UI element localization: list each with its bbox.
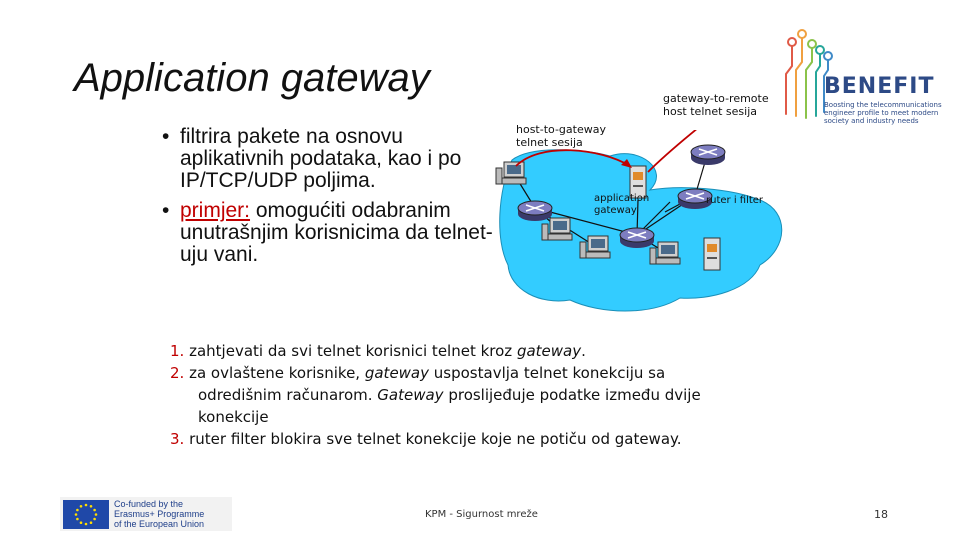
bullet-item xyxy=(160,126,505,192)
step-item: 1. zahtjevati da svi telnet korisnici telnet kroz gateway. xyxy=(170,342,586,360)
benefit-logo-wordmark: BENEFIT xyxy=(824,74,935,99)
network-diagram xyxy=(490,130,790,320)
bullet-item xyxy=(160,200,505,266)
label-application-gateway: application gateway xyxy=(594,193,650,216)
step-item: 2. za ovlaštene korisnike, gateway uspostavlja telnet konekciju sa xyxy=(170,364,666,382)
eu-flag-icon xyxy=(63,500,109,529)
bullet-text: omogućiti odabranim unutrašnjim korisnicima da telnet-uju vani. xyxy=(180,199,493,266)
page-number: 18 xyxy=(874,508,888,521)
step-number: 2. xyxy=(170,364,185,382)
label-router-filter: ruter i filter xyxy=(706,195,764,206)
step-item: 3. ruter filter blokira sve telnet konekcije koje ne potiču od gateway. xyxy=(170,430,682,448)
server-icon xyxy=(704,238,720,270)
benefit-logo-tagline: Boosting the telecommunications engineer profile to meet modern society and industry needs xyxy=(824,101,942,125)
bullet-dot: • xyxy=(162,125,170,148)
eu-cofunded-text: Co-funded by the Erasmus+ Programme of the European Union xyxy=(114,499,205,529)
steps-list xyxy=(170,340,770,450)
step-number: 1. xyxy=(170,342,185,360)
step-continuation: konekcije xyxy=(198,408,269,426)
bullet-dot: • xyxy=(162,199,170,222)
bullet-highlight: primjer: xyxy=(180,199,251,222)
step-continuation: odredišnim računarom. Gateway proslijeđuje podatke između dvije xyxy=(198,386,701,404)
host-pc-icon xyxy=(496,162,526,184)
step-number: 3. xyxy=(170,430,185,448)
router-icon xyxy=(518,201,552,221)
bullet-text: filtrira pakete na osnovu aplikativnih podataka, kao i po IP/TCP/UDP poljima. xyxy=(180,125,462,192)
footer-course-title: KPM - Sigurnost mreže xyxy=(425,509,538,520)
slide-title: Application gateway xyxy=(74,56,430,100)
bullet-list xyxy=(160,126,505,274)
label-host-to-gateway: host-to-gateway telnet sesija xyxy=(516,123,606,149)
label-gateway-to-remote: gateway-to-remote host telnet sesija xyxy=(663,92,769,118)
router-icon xyxy=(620,228,654,248)
router-icon xyxy=(691,145,725,165)
